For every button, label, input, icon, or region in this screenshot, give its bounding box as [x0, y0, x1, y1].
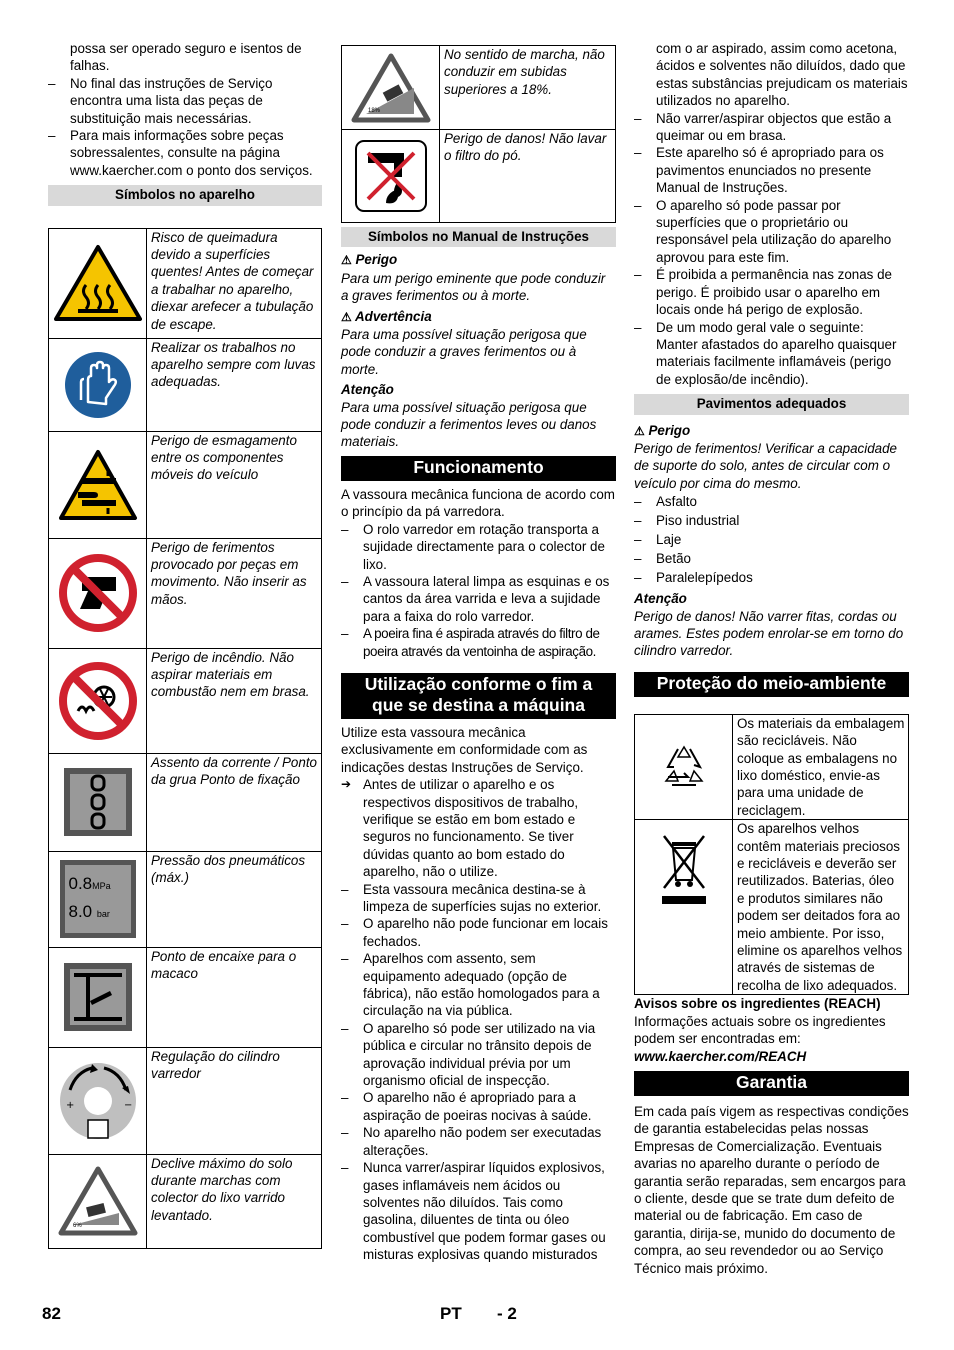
section-page: - 2	[497, 1304, 517, 1323]
svg-text:+: +	[65, 1099, 74, 1111]
environment-text: Os aparelhos velhos contêm materiais preciosos e recicláveis e deverão ser reutilizados. Baterias, óleo e produtos similares não podem ser deitados fora ao meio ambiente. Por isso, elimine os aparelhos velhos através de sistemas de recolha de lixo adequados.	[733, 820, 909, 995]
advertencia-text: Para uma possível situação perigosa que pode conduzir a graves ferimentos ou à morte.	[341, 327, 587, 377]
list-item: – O aparelho não é apropriado para a aspiração de poeiras nocivas à saúde.	[341, 1089, 616, 1124]
perigo-text: Para um perigo eminente que pode conduzir a graves ferimentos ou à morte.	[341, 270, 606, 304]
language-code: PT	[440, 1304, 462, 1323]
device-symbols-table-cont	[341, 45, 616, 223]
list-item: – No aparelho não podem ser executadas alterações.	[341, 1124, 616, 1159]
list-item: – Esta vassoura mecânica destina-se à limpeza de superfícies sujas no exterior.	[341, 881, 616, 916]
section-heading-utilizacao: Utilização conforme o fim a que se destina a máquina	[341, 673, 616, 719]
list-item: – O aparelho não pode funcionar em locais fechados.	[341, 915, 616, 950]
list-item: – Nunca varrer/aspirar líquidos explosivos, gases inflamáveis nem ácidos ou solventes não diluídos. Tais como gasolina, diluentes de tinta ou óleo combustível que podem formar gases ou misturas explosivas quando misturados	[341, 1159, 616, 1263]
section-heading-pavimentos: Pavimentos adequados	[634, 394, 909, 414]
symbol-description: Perigo de danos! Não lavar o filtro do pó.	[440, 130, 616, 223]
section-heading-ambiente: Proteção do meio-ambiente	[634, 672, 909, 697]
no-fire-icon	[58, 661, 138, 741]
roller-adjust-icon	[58, 1058, 138, 1144]
floors-atencao-label: Atenção	[634, 591, 687, 607]
list-item: – Este aparelho só é apropriado para os pavimentos enunciados no presente Manual de Instruções.	[634, 144, 909, 196]
floors-atencao-text: Perigo de danos! Não varrer fitas, cordas ou arames. Estes podem enrolar-se em torno do cilindro varredor.	[634, 608, 904, 659]
section-heading-funcionamento: Funcionamento	[341, 456, 616, 481]
crossed-bin-icon	[658, 830, 710, 906]
symbol-description: Assento da corrente / Ponto da grua Ponto de fixação	[147, 753, 322, 851]
jack-icon	[62, 961, 134, 1033]
environment-text: Os materiais da embalagem são recicláveis. Não coloque as embalagens no lixo doméstico, envie-as para uma unidade de reciclagem.	[733, 714, 909, 819]
warning-triangle-icon: ⚠	[341, 253, 352, 268]
list-item: – A vassoura lateral limpa as esquinas e os cantos da área varrida e leva a sujidade para a faixa do rolo varredor.	[341, 573, 616, 625]
gloves-icon	[63, 350, 133, 420]
floors-perigo-label: Perigo	[648, 422, 691, 438]
list-item: – Para mais informações sobre peças sobressalentes, consulte na página www.kaercher.com o ponto dos serviços.	[48, 127, 322, 179]
func-intro: A vassoura mecânica funciona de acordo com o princípio da pá varredora.	[341, 486, 615, 520]
slope-big-label: 18%	[367, 107, 380, 114]
list-item: – O aparelho só pode passar por superfícies que o proprietário ou responsável pela utilização do aparelho aprovou para este fim.	[634, 197, 909, 267]
symbol-description: No sentido de marcha, não conduzir em subidas superiores a 18%.	[440, 46, 616, 130]
column-2	[341, 45, 616, 1264]
reach-heading: Avisos sobre os ingredientes (REACH)	[634, 996, 881, 1012]
list-item: – O aparelho só pode ser utilizado na via pública e circular no trânsito depois de aprovação individual prévia por um organismo oficial de inspecção.	[341, 1020, 616, 1090]
list-item: – A poeira fina é aspirada através do filtro de poeira através da ventoinha de aspiração.	[341, 625, 616, 660]
section-heading-simbolos-manual: Símbolos no Manual de Instruções	[341, 227, 616, 247]
list-item: – Betão	[634, 549, 909, 568]
slope-18-icon	[350, 52, 432, 124]
column-3	[634, 40, 909, 1277]
atencao-text: Para uma possível situação perigosa que pode conduzir a ferimentos leves ou danos materiais.	[341, 399, 597, 450]
section-heading-garantia: Garantia	[634, 1071, 909, 1096]
slope-small-label: 6%	[72, 1223, 82, 1230]
environment-table	[634, 714, 909, 996]
list-item: – Paralelepípedos	[634, 568, 909, 587]
atencao-label: Atenção	[341, 382, 394, 398]
slope-6-icon	[57, 1165, 139, 1237]
page-number: 82	[42, 1304, 61, 1323]
list-item: – Aparelhos com assento, sem equipamento adequado (opção de fábrica), não estão homologados para a circulação na via pública.	[341, 950, 616, 1020]
svg-text:−: −	[123, 1099, 132, 1111]
list-item: – Asfalto	[634, 492, 909, 511]
list-item: – Não varrer/aspirar objectos que estão a queimar ou em brasa.	[634, 110, 909, 145]
list-item: – É proibida a permanência nas zonas de perigo. É proibido usar o aparelho em locais onde há perigo de explosão.	[634, 266, 909, 318]
intro-continuation: possa ser operado seguro e isentos de falhas.	[70, 41, 302, 74]
pressure-bar-unit: bar	[96, 909, 110, 920]
no-hands-icon	[58, 553, 138, 633]
perigo-label: Perigo	[355, 252, 398, 268]
crush-hazard-icon	[58, 448, 138, 522]
continuation-text: com o ar aspirado, assim como acetona, ácidos e solventes não diluídos, dado que estas substâncias prejudicam os materiais utilizados no aparelho.	[656, 41, 908, 109]
symbol-description: Perigo de incêndio. Não aspirar materiais em combustão nem em brasa.	[147, 648, 322, 753]
symbol-description: Risco de queimadura devido a superfícies quentes! Antes de começar a trabalhar no aparelho, diexar arefecer a tubulação de escape.	[147, 228, 322, 338]
arrow-item: ➔ Antes de utilizar o aparelho e os respectivos dispositivos de trabalho, verifique se estão em bom estado e seguros no funcionamento. Se tiver dúvidas quanto ao bom estado do aparelho, não o utilize.	[341, 776, 616, 880]
use-intro: Utilize esta vassoura mecânica exclusivamente em conformidade com as indicações destas Instruções de Serviço.	[341, 724, 588, 775]
reach-link[interactable]: www.kaercher.com/REACH	[634, 1048, 807, 1064]
column-1	[48, 40, 322, 1249]
list-item: – De um modo geral vale o seguinte: Manter afastados do aparelho quaisquer materiais facilmente inflamáveis (perigo de explosão/de incêndio).	[634, 319, 909, 389]
list-item: – O rolo varredor em rotação transporta a sujidade directamente para o colector de lixo.	[341, 521, 616, 573]
section-heading-simbolos-aparelho: Símbolos no aparelho	[48, 185, 322, 205]
no-wash-filter-icon	[354, 139, 428, 213]
warning-triangle-icon: ⚠	[634, 423, 645, 438]
symbol-description: Ponto de encaixe para o macaco	[147, 947, 322, 1047]
recycle-icon	[658, 741, 710, 793]
symbol-description: Declive máximo do solo durante marchas com colector do lixo varrido levantado.	[147, 1154, 322, 1248]
warning-triangle-icon: ⚠	[341, 309, 352, 324]
symbol-description: Realizar os trabalhos no aparelho sempre com luvas adequadas.	[147, 338, 322, 431]
pressure-mpa-value: 0.8	[68, 874, 93, 894]
reach-text: Informações actuais sobre os ingredientes podem ser encontradas em:	[634, 1013, 886, 1047]
hot-surface-icon	[54, 243, 142, 323]
symbol-description: Perigo de esmagamento entre os componentes móveis do veículo	[147, 431, 322, 538]
warranty-text: Em cada país vigem as respectivas condições de garantia estabelecidas pelas nossas Empresas de Comercialização. Eventuais avarias no aparelho durante o período de garantia serão reparadas, sem encargos para o cliente, desde que se trate dum defeito de material ou de fabricação. Em caso de garantia, dirija-se, munido do documento de compra, ao seu revendedor ou ao Serviço Técnico mais próximo.	[634, 1103, 909, 1276]
symbol-description: Regulação do cilindro varredor	[147, 1047, 322, 1154]
floors-perigo-text: Perigo de ferimentos! Verificar a capacidade de suporte do solo, antes de circular com o veículo por cima do mesmo.	[634, 440, 897, 491]
list-item: – No final das instruções de Serviço encontra uma lista das peças de substituição mais necessárias.	[48, 75, 322, 127]
advertencia-label: Advertência	[355, 308, 432, 324]
pressure-mpa-unit: MPa	[92, 881, 111, 892]
chain-icon	[62, 766, 134, 838]
device-symbols-table	[48, 228, 322, 1249]
list-item: – Piso industrial	[634, 511, 909, 530]
symbol-description: Perigo de ferimentos provocado por peças em movimento. Não inserir as mãos.	[147, 538, 322, 648]
pressure-bar-value: 8.0	[68, 902, 93, 922]
list-item: – Laje	[634, 530, 909, 549]
symbol-description: Pressão dos pneumáticos (máx.)	[147, 851, 322, 947]
tyre-pressure-icon	[60, 860, 136, 938]
